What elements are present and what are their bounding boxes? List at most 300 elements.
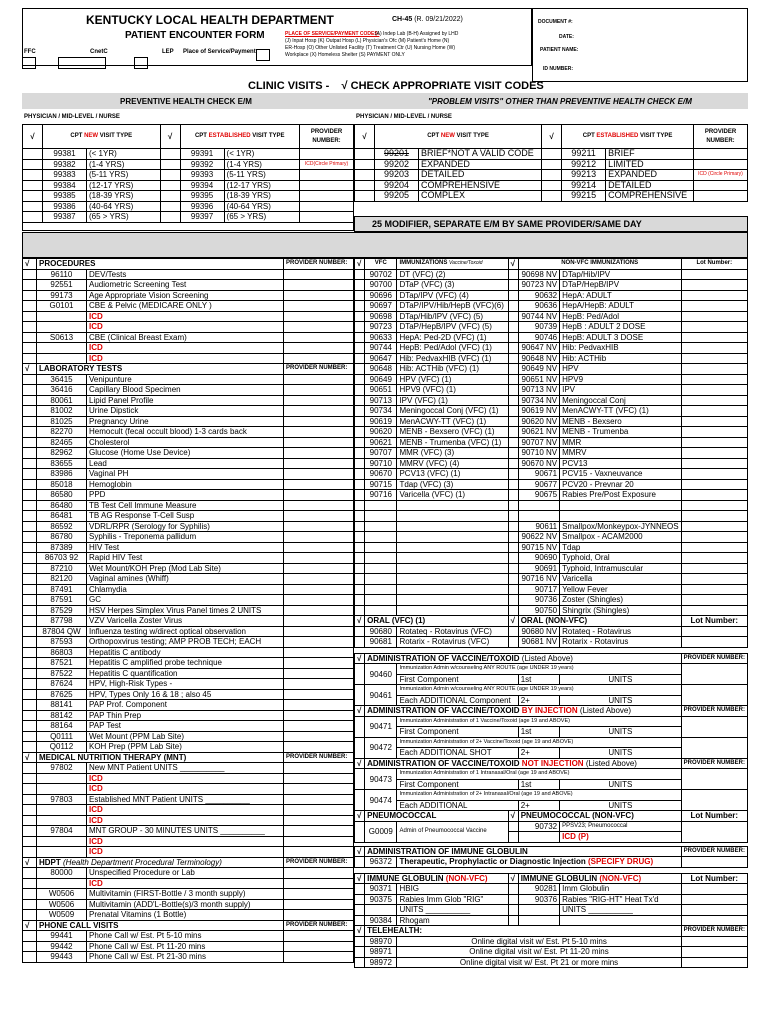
checkbox-cell[interactable] [23, 416, 37, 427]
checkbox-cell[interactable]: √ [355, 653, 365, 664]
checkbox-cell[interactable] [508, 542, 518, 553]
checkbox-cell[interactable] [508, 884, 518, 895]
checkbox-cell[interactable] [23, 679, 37, 690]
checkbox-cell[interactable] [355, 821, 365, 842]
checkbox-cell[interactable] [23, 784, 37, 795]
checkbox-cell[interactable] [508, 469, 518, 480]
lot-cell[interactable] [681, 574, 747, 585]
provider-cell[interactable] [284, 826, 354, 837]
provider-cell[interactable] [284, 311, 354, 322]
lot-cell[interactable] [681, 532, 747, 543]
provider-cell[interactable] [300, 201, 354, 212]
provider-cell[interactable] [284, 574, 354, 585]
checkbox-cell[interactable] [355, 532, 365, 543]
checkbox-cell[interactable] [355, 605, 365, 616]
checkbox-cell[interactable] [355, 490, 365, 501]
checkbox-cell[interactable] [23, 311, 37, 322]
lot-cell[interactable] [681, 353, 747, 364]
ffc-checkbox[interactable] [22, 57, 36, 69]
provider-cell[interactable] [284, 721, 354, 732]
provider-cell[interactable] [284, 668, 354, 679]
provider-cell[interactable] [284, 469, 354, 480]
checkbox-cell[interactable] [23, 637, 37, 648]
provider-cell[interactable] [284, 710, 354, 721]
checkbox-cell[interactable]: √ [355, 926, 365, 937]
checkbox-cell[interactable] [355, 191, 375, 202]
lot-cell[interactable] [681, 416, 747, 427]
lot-cell[interactable] [681, 437, 747, 448]
checkbox-cell[interactable] [355, 574, 365, 585]
lot-cell[interactable] [681, 542, 747, 553]
checkbox-cell[interactable] [355, 427, 365, 438]
provider-cell[interactable] [284, 500, 354, 511]
checkbox-cell[interactable] [160, 201, 180, 212]
checkbox-cell[interactable] [23, 149, 43, 160]
checkbox-cell[interactable]: √ [355, 259, 365, 270]
lot-cell[interactable] [681, 894, 747, 905]
checkbox-cell[interactable] [23, 385, 37, 396]
checkbox-cell[interactable] [23, 563, 37, 574]
checkbox-cell[interactable] [23, 290, 37, 301]
provider-cell[interactable] [284, 658, 354, 669]
provider-cell[interactable] [681, 936, 747, 947]
provider-cell[interactable] [284, 784, 354, 795]
checkbox-cell[interactable] [23, 332, 37, 343]
lep-checkbox[interactable] [134, 57, 148, 69]
lot-cell[interactable] [681, 374, 747, 385]
checkbox-cell[interactable] [355, 563, 365, 574]
provider-cell[interactable] [284, 689, 354, 700]
checkbox-cell[interactable] [160, 149, 180, 160]
lot-cell[interactable] [681, 343, 747, 354]
checkbox-cell[interactable] [355, 915, 365, 926]
checkbox-cell[interactable] [508, 437, 518, 448]
provider-cell[interactable] [284, 521, 354, 532]
checkbox-cell[interactable] [508, 364, 518, 375]
checkbox-cell[interactable] [355, 290, 365, 301]
provider-cell[interactable] [300, 170, 354, 181]
provider-cell[interactable] [284, 616, 354, 627]
checkbox-cell[interactable] [508, 311, 518, 322]
checkbox-cell[interactable] [355, 584, 365, 595]
checkbox-cell[interactable] [23, 584, 37, 595]
provider-cell[interactable] [284, 626, 354, 637]
checkbox-cell[interactable] [23, 626, 37, 637]
checkbox-cell[interactable] [355, 469, 365, 480]
checkbox-cell[interactable] [23, 427, 37, 438]
checkbox-cell[interactable] [508, 458, 518, 469]
provider-cell[interactable] [284, 385, 354, 396]
checkbox-cell[interactable] [355, 437, 365, 448]
checkbox-cell[interactable] [23, 159, 43, 170]
checkbox-cell[interactable] [508, 511, 518, 522]
checkbox-cell[interactable] [355, 957, 365, 968]
checkbox-cell[interactable] [508, 343, 518, 354]
place-checkbox[interactable] [256, 49, 270, 61]
checkbox-cell[interactable]: √ [355, 811, 365, 822]
checkbox-cell[interactable] [23, 878, 37, 889]
checkbox-cell[interactable]: √ [355, 873, 365, 884]
provider-cell[interactable] [284, 605, 354, 616]
lot-cell[interactable] [681, 521, 747, 532]
checkbox-cell[interactable] [23, 616, 37, 627]
checkbox-cell[interactable] [23, 952, 37, 963]
checkbox-cell[interactable] [508, 563, 518, 574]
lot-cell[interactable] [681, 500, 747, 511]
checkbox-cell[interactable] [23, 899, 37, 910]
provider-cell[interactable] [284, 805, 354, 816]
provider-cell[interactable] [284, 553, 354, 564]
checkbox-cell[interactable]: √ [355, 706, 365, 717]
provider-cell[interactable] [284, 773, 354, 784]
provider-cell[interactable] [284, 416, 354, 427]
checkbox-cell[interactable] [355, 857, 365, 868]
checkbox-cell[interactable] [23, 521, 37, 532]
checkbox-cell[interactable]: √ [508, 873, 518, 884]
checkbox-cell[interactable] [508, 353, 518, 364]
checkbox-cell[interactable] [23, 763, 37, 774]
lot-cell[interactable] [681, 605, 747, 616]
checkbox-cell[interactable] [23, 374, 37, 385]
provider-cell[interactable] [284, 479, 354, 490]
checkbox-cell[interactable] [508, 374, 518, 385]
checkbox-cell[interactable] [355, 542, 365, 553]
provider-cell[interactable] [681, 737, 747, 758]
checkbox-cell[interactable] [355, 322, 365, 333]
checkbox-cell[interactable]: √ [355, 758, 365, 769]
provider-cell[interactable] [300, 149, 354, 160]
checkbox-cell[interactable] [23, 322, 37, 333]
checkbox-cell[interactable] [355, 884, 365, 895]
provider-cell[interactable] [681, 947, 747, 958]
checkbox-cell[interactable] [355, 685, 365, 706]
provider-cell[interactable] [681, 957, 747, 968]
provider-cell[interactable] [284, 458, 354, 469]
provider-cell[interactable] [284, 395, 354, 406]
lot-cell[interactable] [681, 301, 747, 312]
checkbox-cell[interactable] [542, 149, 562, 160]
checkbox-cell[interactable] [542, 159, 562, 170]
provider-cell[interactable] [284, 742, 354, 753]
provider-cell[interactable] [284, 448, 354, 459]
checkbox-cell[interactable] [355, 269, 365, 280]
checkbox-cell[interactable] [23, 700, 37, 711]
checkbox-cell[interactable] [23, 500, 37, 511]
lot-cell[interactable] [681, 406, 747, 417]
checkbox-cell[interactable] [23, 668, 37, 679]
checkbox-cell[interactable] [23, 889, 37, 900]
provider-cell[interactable] [284, 889, 354, 900]
provider-cell[interactable] [284, 374, 354, 385]
checkbox-cell[interactable] [23, 532, 37, 543]
checkbox-cell[interactable] [355, 385, 365, 396]
checkbox-cell[interactable] [23, 689, 37, 700]
provider-cell[interactable] [694, 191, 748, 202]
checkbox-cell[interactable] [160, 159, 180, 170]
provider-cell[interactable] [681, 769, 747, 790]
provider-cell[interactable] [284, 353, 354, 364]
provider-cell[interactable] [284, 931, 354, 942]
lot-cell[interactable] [681, 626, 747, 637]
checkbox-cell[interactable]: √ [355, 616, 365, 627]
checkbox-cell[interactable] [23, 406, 37, 417]
provider-cell[interactable] [284, 490, 354, 501]
provider-cell[interactable] [694, 149, 748, 160]
checkbox-cell[interactable] [23, 836, 37, 847]
checkbox-cell[interactable] [542, 180, 562, 191]
lot-cell[interactable] [681, 269, 747, 280]
checkbox-cell[interactable] [23, 437, 37, 448]
checkbox-cell[interactable] [355, 500, 365, 511]
checkbox-cell[interactable] [508, 427, 518, 438]
lot-cell[interactable] [681, 395, 747, 406]
provider-cell[interactable] [284, 595, 354, 606]
checkbox-cell[interactable]: √ [508, 811, 518, 822]
provider-cell[interactable] [284, 878, 354, 889]
provider-cell[interactable] [284, 322, 354, 333]
checkbox-cell[interactable] [160, 212, 180, 223]
checkbox-cell[interactable] [508, 322, 518, 333]
provider-cell[interactable] [300, 180, 354, 191]
checkbox-cell[interactable] [23, 847, 37, 858]
provider-cell[interactable] [284, 899, 354, 910]
checkbox-cell[interactable] [23, 301, 37, 312]
checkbox-cell[interactable] [23, 721, 37, 732]
provider-cell[interactable] [284, 511, 354, 522]
checkbox-cell[interactable] [355, 332, 365, 343]
lot-cell[interactable] [681, 448, 747, 459]
checkbox-cell[interactable] [355, 947, 365, 958]
checkbox-cell[interactable] [23, 574, 37, 585]
provider-cell[interactable] [284, 637, 354, 648]
provider-cell[interactable] [284, 301, 354, 312]
lot-cell[interactable] [681, 563, 747, 574]
lot-cell[interactable] [681, 511, 747, 522]
checkbox-cell[interactable] [508, 301, 518, 312]
provider-cell[interactable] [284, 763, 354, 774]
checkbox-cell[interactable]: √ [23, 364, 37, 375]
checkbox-cell[interactable] [23, 490, 37, 501]
checkbox-cell[interactable] [355, 595, 365, 606]
checkbox-cell[interactable] [23, 826, 37, 837]
provider-cell[interactable] [284, 647, 354, 658]
checkbox-cell[interactable] [23, 280, 37, 291]
checkbox-cell[interactable] [508, 626, 518, 637]
lot-cell[interactable] [681, 553, 747, 564]
checkbox-cell[interactable] [160, 170, 180, 181]
checkbox-cell[interactable] [355, 406, 365, 417]
checkbox-cell[interactable] [508, 637, 518, 648]
checkbox-cell[interactable] [355, 311, 365, 322]
checkbox-cell[interactable] [23, 815, 37, 826]
checkbox-cell[interactable] [508, 395, 518, 406]
lot-cell[interactable] [681, 884, 747, 895]
provider-cell[interactable] [681, 664, 747, 685]
checkbox-cell[interactable] [508, 574, 518, 585]
provider-cell[interactable] [284, 406, 354, 417]
checkbox-cell[interactable] [508, 269, 518, 280]
provider-cell[interactable] [284, 290, 354, 301]
provider-cell[interactable] [694, 159, 748, 170]
provider-cell[interactable] [681, 716, 747, 737]
provider-cell[interactable] [284, 532, 354, 543]
checkbox-cell[interactable] [508, 500, 518, 511]
provider-cell[interactable] [284, 679, 354, 690]
checkbox-cell[interactable] [355, 448, 365, 459]
lot-cell[interactable] [681, 385, 747, 396]
checkbox-cell[interactable] [355, 936, 365, 947]
provider-cell[interactable] [300, 212, 354, 223]
checkbox-cell[interactable] [23, 180, 43, 191]
checkbox-cell[interactable] [508, 584, 518, 595]
provider-cell[interactable] [284, 941, 354, 952]
checkbox-cell[interactable] [508, 521, 518, 532]
provider-cell[interactable] [300, 191, 354, 202]
checkbox-cell[interactable] [355, 894, 365, 905]
provider-cell[interactable] [284, 584, 354, 595]
lot-cell[interactable] [681, 311, 747, 322]
checkbox-cell[interactable]: √ [23, 752, 37, 763]
lot-cell[interactable] [681, 584, 747, 595]
provider-cell[interactable] [284, 332, 354, 343]
checkbox-cell[interactable]: √ [508, 259, 518, 270]
checkbox-cell[interactable] [23, 647, 37, 658]
checkbox-cell[interactable] [355, 664, 365, 685]
checkbox-cell[interactable] [355, 364, 365, 375]
lot-cell[interactable] [681, 479, 747, 490]
checkbox-cell[interactable] [23, 458, 37, 469]
checkbox-cell[interactable] [23, 479, 37, 490]
checkbox-cell[interactable] [355, 159, 375, 170]
checkbox-cell[interactable] [508, 406, 518, 417]
checkbox-cell[interactable] [542, 191, 562, 202]
checkbox-cell[interactable] [23, 553, 37, 564]
checkbox-cell[interactable] [23, 269, 37, 280]
checkbox-cell[interactable] [355, 637, 365, 648]
checkbox-cell[interactable] [508, 894, 518, 905]
checkbox-cell[interactable] [508, 821, 518, 832]
checkbox-cell[interactable] [355, 769, 365, 790]
checkbox-cell[interactable] [23, 794, 37, 805]
lot-cell[interactable] [681, 490, 747, 501]
provider-cell[interactable] [284, 700, 354, 711]
lot-cell[interactable] [681, 458, 747, 469]
provider-cell[interactable] [681, 790, 747, 811]
provider-cell[interactable] [284, 868, 354, 879]
checkbox-cell[interactable] [355, 301, 365, 312]
lot-cell[interactable] [681, 821, 747, 842]
provider-cell[interactable] [284, 542, 354, 553]
checkbox-cell[interactable] [355, 553, 365, 564]
provider-cell[interactable] [284, 836, 354, 847]
provider-cell[interactable] [284, 437, 354, 448]
checkbox-cell[interactable] [23, 448, 37, 459]
provider-cell[interactable] [284, 815, 354, 826]
checkbox-cell[interactable] [355, 479, 365, 490]
checkbox-cell[interactable] [508, 532, 518, 543]
checkbox-cell[interactable] [23, 343, 37, 354]
checkbox-cell[interactable] [355, 458, 365, 469]
checkbox-cell[interactable] [23, 605, 37, 616]
lot-cell[interactable] [681, 469, 747, 480]
lot-cell[interactable] [681, 427, 747, 438]
lot-cell[interactable] [681, 332, 747, 343]
checkbox-cell[interactable] [23, 941, 37, 952]
provider-cell[interactable] [284, 343, 354, 354]
cnetc-field[interactable] [58, 57, 106, 69]
checkbox-cell[interactable] [23, 212, 43, 223]
checkbox-cell[interactable] [160, 191, 180, 202]
checkbox-cell[interactable] [508, 595, 518, 606]
checkbox-cell[interactable] [355, 416, 365, 427]
checkbox-cell[interactable] [355, 395, 365, 406]
checkbox-cell[interactable] [23, 469, 37, 480]
checkbox-cell[interactable] [23, 511, 37, 522]
checkbox-cell[interactable] [355, 180, 375, 191]
checkbox-cell[interactable] [23, 191, 43, 202]
checkbox-cell[interactable] [23, 170, 43, 181]
lot-cell[interactable] [681, 637, 747, 648]
provider-cell[interactable] [284, 847, 354, 858]
checkbox-cell[interactable] [508, 280, 518, 291]
lot-cell[interactable] [681, 280, 747, 291]
checkbox-cell[interactable] [508, 416, 518, 427]
checkbox-cell[interactable] [23, 773, 37, 784]
checkbox-cell[interactable] [23, 868, 37, 879]
checkbox-cell[interactable] [355, 521, 365, 532]
checkbox-cell[interactable] [355, 790, 365, 811]
provider-cell[interactable] [284, 731, 354, 742]
checkbox-cell[interactable] [355, 737, 365, 758]
checkbox-cell[interactable] [508, 490, 518, 501]
checkbox-cell[interactable] [355, 280, 365, 291]
checkbox-cell[interactable] [355, 511, 365, 522]
provider-cell[interactable] [284, 269, 354, 280]
lot-cell[interactable] [681, 322, 747, 333]
checkbox-cell[interactable] [355, 716, 365, 737]
lot-cell[interactable] [681, 364, 747, 375]
checkbox-cell[interactable] [23, 395, 37, 406]
checkbox-cell[interactable] [355, 149, 375, 160]
checkbox-cell[interactable] [23, 731, 37, 742]
provider-cell[interactable] [284, 280, 354, 291]
checkbox-cell[interactable] [23, 931, 37, 942]
provider-cell[interactable] [681, 857, 747, 868]
provider-cell[interactable] [284, 794, 354, 805]
checkbox-cell[interactable] [542, 170, 562, 181]
checkbox-cell[interactable] [355, 374, 365, 385]
provider-cell[interactable] [284, 427, 354, 438]
checkbox-cell[interactable] [23, 710, 37, 721]
checkbox-cell[interactable] [508, 290, 518, 301]
checkbox-cell[interactable] [508, 448, 518, 459]
provider-cell[interactable] [681, 685, 747, 706]
lot-cell[interactable] [681, 595, 747, 606]
provider-cell[interactable] [284, 563, 354, 574]
checkbox-cell[interactable] [23, 805, 37, 816]
checkbox-cell[interactable]: √ [355, 846, 365, 857]
checkbox-cell[interactable] [23, 742, 37, 753]
provider-cell[interactable] [694, 180, 748, 191]
lot-cell[interactable] [681, 290, 747, 301]
checkbox-cell[interactable] [23, 910, 37, 921]
checkbox-cell[interactable] [355, 353, 365, 364]
checkbox-cell[interactable]: √ [23, 857, 37, 868]
checkbox-cell[interactable] [23, 658, 37, 669]
checkbox-cell[interactable] [355, 343, 365, 354]
provider-cell[interactable] [284, 952, 354, 963]
provider-cell[interactable] [284, 910, 354, 921]
